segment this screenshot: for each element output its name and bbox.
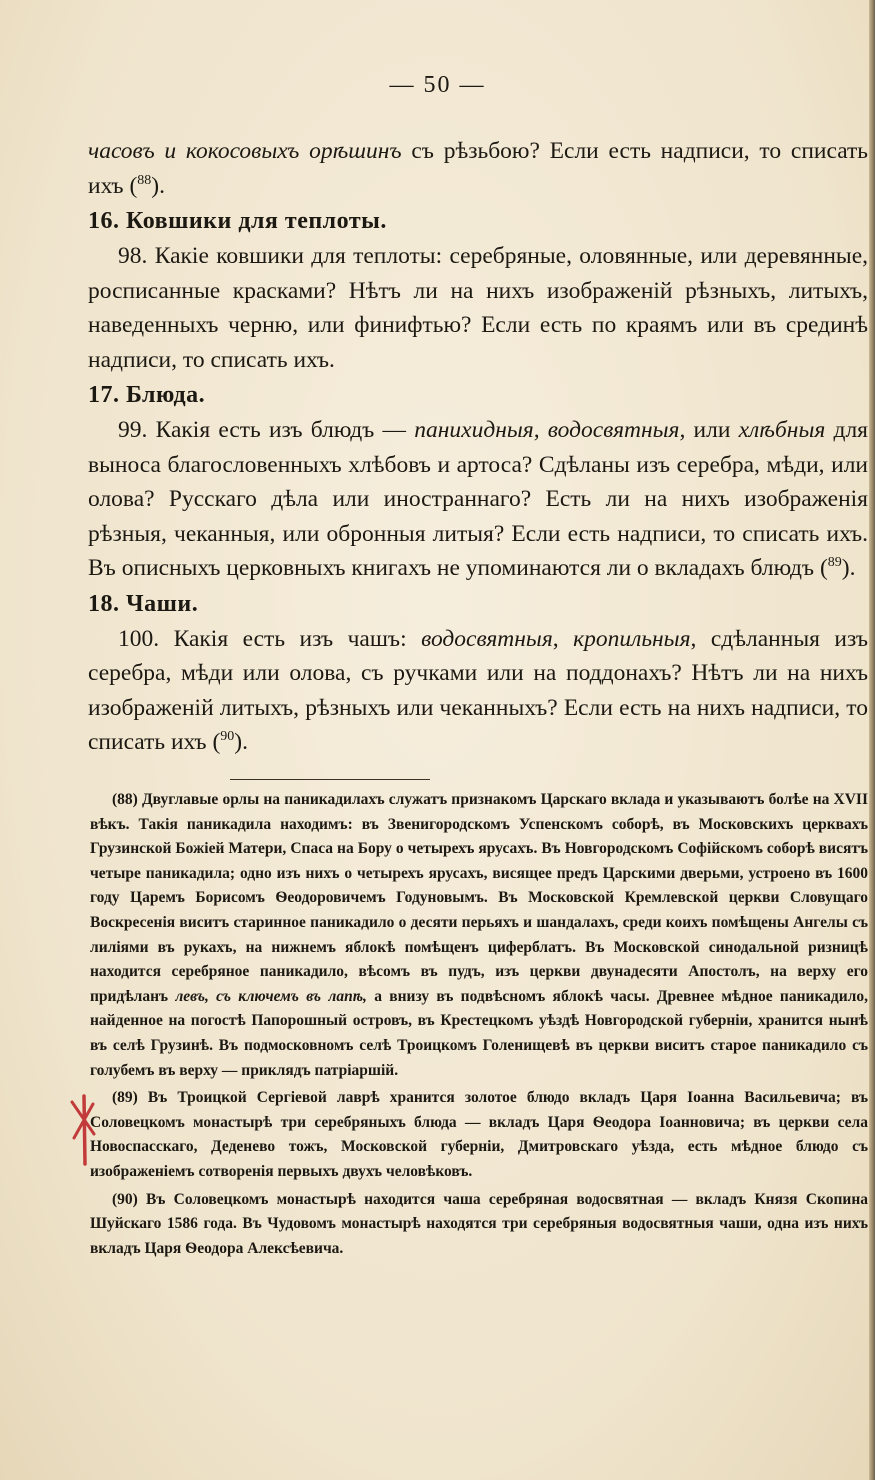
p99-start: 99. Какія есть изъ блюдъ — xyxy=(118,417,415,443)
pencil-mark-icon xyxy=(66,1088,100,1168)
p99-italic-1: панихидныя, водосвятныя, xyxy=(414,417,686,443)
paragraph-98: 98. Какіе ковшики для теплоты: серебряные, оловянные, или деревянные, росписанные красками? Нѣтъ ли на нихъ изображеній рѣзныхъ, литыхъ, наведенныхъ черню, или финифтью? Если есть по краямъ или въ срединѣ надписи, то списать ихъ. xyxy=(88,243,868,373)
footnote-90-mark: (90) xyxy=(112,1190,138,1208)
paragraph-100: 100. Какія есть изъ чашъ: водосвятныя, кропильныя, сдѣланныя изъ серебра, мѣди или олова, съ ручками или на поддонахъ? Нѣтъ ли на нихъ изображеній литыхъ, рѣзныхъ или чеканныхъ? Если есть на нихъ надписи, то списать ихъ ($^{90}$). xyxy=(88,625,868,755)
intro-text: съ рѣзьбою? Если есть надписи, то списать ихъ xyxy=(88,138,868,199)
p100-comma: , xyxy=(552,625,574,652)
p100-body: , сдѣланныя изъ серебра, мѣди или олова, съ ручками или на поддонахъ? Нѣтъ ли на нихъ изображеній литыхъ, рѣзныхъ или чеканныхъ? Если есть на нихъ надписи, то списать ихъ xyxy=(88,625,868,755)
footnote-ref-89: 89 xyxy=(827,555,842,571)
p100-italic-2: кропильныя xyxy=(573,625,691,652)
footnote-divider xyxy=(230,779,430,780)
main-text xyxy=(88,134,868,760)
footnote-ref-90: 90 xyxy=(220,729,235,745)
page-number: — 50 — xyxy=(389,72,486,98)
footnote-ref-88: 88 xyxy=(137,172,152,188)
footnote-88-text-a: Двуглавые орлы на паникадилахъ служатъ признакомъ Царскаго вклада и указываютъ болѣе на XVII вѣкъ. Такія паникадила находимъ: въ Звенигородскомъ Успенскомъ соборѣ, въ Московскихъ церквахъ Грузинской Божіей Матери, Спаса на Бору о четырехъ ярусахъ. Въ Новгородскомъ Софійскомъ соборѣ висятъ четыре паникадила; одно изъ нихъ о четырехъ ярусахъ, висящее предъ Царскими дверьми, устроено въ 1600 году Царемъ Борисомъ Ѳеодоровичемъ Годуновымъ. Въ Московской Кремлевской церкви Словущаго Воскресенія виситъ старинное паникадило о десяти перьяхъ и шандалахъ, среди коихъ помѣщены Ангелы съ лиліями въ рукахъ, на нижнемъ яблокѣ помѣщенъ циферблатъ. Въ Московской синодальной ризницѣ находится серебряное паникадило, вѣсомъ въ пудъ, изъ церкви двунадесяти Апостолъ, на верху его придѣланъ xyxy=(90,791,868,1005)
page-edge xyxy=(869,0,875,1480)
footnote-88-italic: левъ, съ ключемъ въ лапѣ, xyxy=(175,987,367,1005)
p100-italic-1: водосвятныя xyxy=(421,625,553,652)
footnote-88-mark: (88) xyxy=(112,791,138,808)
footnotes xyxy=(90,788,868,1264)
p99-end: . xyxy=(849,555,856,581)
footnote-89 xyxy=(90,1086,868,1184)
p99-body: для выноса благословенныхъ хлѣбовъ и артоса? Сдѣланы изъ серебра, мѣди, или олова? Русскаго дѣла или иностраннаго? Есть ли на нихъ изображенія рѣзныя, чеканныя, или обронныя литыя? Если есть надписи, то списать ихъ. Въ описныхъ церковныхъ книгахъ не упоминаются ли о вкладахъ блюдъ xyxy=(88,417,868,581)
p100-end: . xyxy=(242,729,248,755)
p99-or: или xyxy=(685,417,739,443)
footnote-90 xyxy=(90,1188,868,1262)
intro-end: . xyxy=(159,172,165,199)
footnote-89-mark: (89) xyxy=(112,1089,138,1107)
paragraph-99: 99. Какія есть изъ блюдъ — панихидныя, водосвятныя, или хлѣбныя для выноса благословенныхъ хлѣбовъ и артоса? Сдѣланы изъ серебра, мѣди, или олова? Русскаго дѣла или иностраннаго? Есть ли на нихъ изображенія рѣзныя, чеканныя, или обронныя литыя? Если есть надписи, то списать ихъ. Въ описныхъ церковныхъ книгахъ не упоминаются ли о вкладахъ блюдъ ($^{89}$). xyxy=(88,417,868,581)
footnote-88-text-c: а внизу въ подвѣсномъ яблокѣ часы. Древнее мѣдное паникадило, найденное на погостѣ Папорошный островъ, въ Крестецкомъ уѣздѣ Новгородской губерніи, хранится нынѣ въ селѣ Грузинѣ. Въ подмосковномъ селѣ Троицкомъ Голенищевѣ въ церкви виситъ старое паникадило съ голубемъ въ верху — приклядъ патріаршій. xyxy=(90,987,868,1079)
section-16-heading: 16. Ковшики для теплоты. xyxy=(88,208,387,234)
footnote-90-text: Въ Соловецкомъ монастырѣ находится чаша серебряная водосвятная — вкладъ Князя Скопина Шуйскаго 1586 года. Въ Чудовомъ монастырѣ находятся три серебряныя водосвятныя чаши, одна изъ нихъ вкладъ Царя Ѳеодора Алексѣевича. xyxy=(90,1190,868,1257)
p99-italic-2: хлѣбныя xyxy=(738,417,826,443)
footnote-89-text: Въ Троицкой Сергіевой лаврѣ хранится золотое блюдо вкладъ Царя Іоанна Васильевича; въ Соловецкомъ монастырѣ три серебряныхъ блюда — вкладъ Царя Ѳеодора Іоанновича; въ церкви села Новоспасскаго, Деденево тожъ, Московской губерніи, Дмитровскаго уѣзда, есть мѣдное блюдо съ изображеніемъ сотворенія первыхъ двухъ человѣковъ. xyxy=(90,1089,868,1180)
section-18-heading: 18. Чаши. xyxy=(88,590,199,617)
intro-italic: часовъ и кокосовыхъ орѣшинъ xyxy=(88,138,402,164)
p100-start: 100. Какія есть изъ чашъ: xyxy=(118,625,422,652)
intro-paragraph: часовъ и кокосовыхъ орѣшинъ съ рѣзьбою? Если есть надписи, то списать ихъ ($^{88}$). xyxy=(88,138,868,199)
section-17-heading: 17. Блюда. xyxy=(88,382,206,408)
footnote-88 xyxy=(90,788,868,1083)
